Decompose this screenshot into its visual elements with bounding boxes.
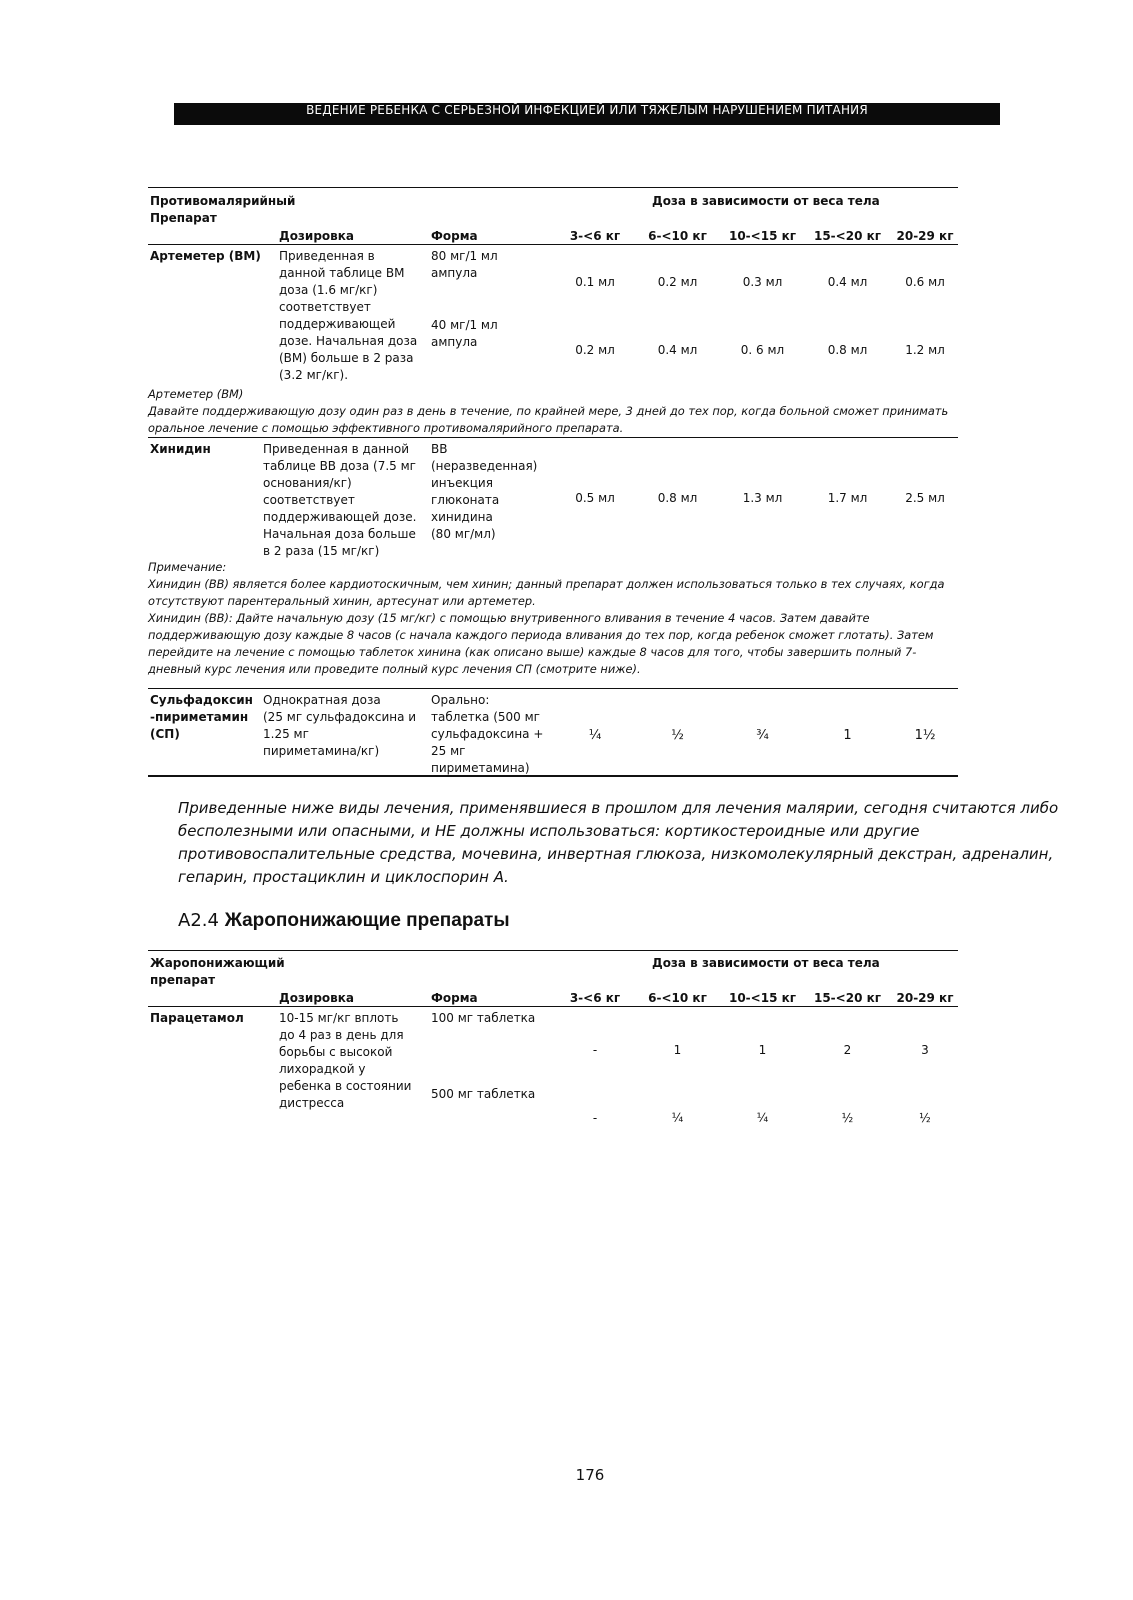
form-line: 80 мг/1 мл — [431, 249, 498, 263]
dose-cell: 0.6 мл — [905, 275, 945, 289]
dosage-line: (ВМ) больше в 2 раза — [279, 351, 414, 365]
dose-cell: - — [592, 1043, 598, 1057]
page-number: 176 — [575, 1466, 605, 1484]
drug-name-line: -пириметамин — [150, 710, 249, 724]
weight-header-5: 20-29 кг — [896, 229, 954, 243]
dosage-line: (25 мг сульфадоксина и — [263, 710, 417, 724]
quinidine-note-title: Примечание: — [148, 560, 227, 574]
form-line: 40 мг/1 мл — [431, 318, 498, 332]
artemether-note-line: оральное лечение с помощью эффективного противомалярийного препарата. — [148, 421, 624, 435]
section-heading — [178, 910, 510, 932]
artemether-form-40 — [431, 317, 498, 351]
weight-header-2: 6-<10 кг — [648, 229, 707, 243]
dose-cell: 2.5 мл — [905, 491, 945, 505]
artemether-note-line: Давайте поддерживающую дозу один раз в день в течение, по крайней мере, 3 дней до тех пор, когда больной сможет принимать — [148, 404, 949, 418]
weight-header-4: 15-<20 кг — [813, 229, 882, 243]
chapter-header-bar — [174, 103, 1000, 125]
dosage-line: соответствует — [263, 493, 355, 507]
dose-cell: 0.2 мл — [575, 343, 615, 357]
weight-header-3: 10-<15 кг — [728, 991, 797, 1005]
sp-dosage — [263, 692, 416, 760]
form-line: Орально: — [431, 693, 490, 707]
form-line: глюконата — [431, 493, 500, 507]
dosage-line: таблице ВВ доза (7.5 мг — [263, 459, 416, 473]
dose-cell: - — [592, 1111, 598, 1125]
form-line: сульфадоксина + — [431, 727, 544, 741]
col-dosage-header: Дозировка — [279, 229, 354, 243]
col-dose-group-header: Доза в зависимости от веса тела — [652, 956, 880, 970]
col-drug-header-line1: Жаропонижающий — [150, 956, 285, 970]
quinidine-note-line: перейдите на лечение с помощью таблеток хинина (как описано выше) каждые 8 часов для того, чтобы завершить полный 7- — [148, 645, 917, 659]
quinidine-note-line: поддерживающую дозу каждые 8 часов (с начала каждого периода вливания до тех пор, когда ребенок сможет глотать). Затем — [148, 628, 934, 642]
paracetamol-form-500: 500 мг таблетка — [431, 1087, 536, 1101]
quinidine-note-line: Хинидин (ВВ) является более кардиотоскичным, чем хинин; данный препарат должен использоваться только в тех случаях, когда — [148, 577, 945, 591]
table-bottom-rule — [148, 775, 958, 777]
dose-cell: 1 — [843, 728, 852, 743]
weight-header-1: 3-<6 кг — [569, 991, 621, 1005]
dose-cell: ½ — [671, 728, 684, 743]
dose-cell: ½ — [919, 1111, 931, 1125]
dosage-line: Однократная доза — [263, 693, 381, 707]
quinidine-note-line: дневный курс лечения или проведите полный курс лечения СП (смотрите ниже). — [148, 662, 641, 676]
form-line: (неразведенная) — [431, 459, 538, 473]
artemether-dosage — [279, 248, 417, 384]
dosage-line: соответствует — [279, 300, 371, 314]
dosage-line: ребенка в состоянии — [279, 1079, 412, 1093]
drug-name-line: (СП) — [150, 727, 180, 741]
dose-cell: 0.5 мл — [575, 491, 615, 505]
drug-name-line: Сульфадоксин — [150, 693, 253, 707]
form-line: инъекция — [431, 476, 493, 490]
header-bottom-rule — [148, 1006, 958, 1007]
dose-cell: 0.4 мл — [827, 275, 868, 289]
drug-name-artemether: Артеметер (ВМ) — [150, 249, 261, 263]
dose-cell: 0.4 мл — [657, 343, 698, 357]
dosage-line: лихорадкой у — [279, 1062, 366, 1076]
quinidine-dosage — [263, 441, 416, 560]
dose-cell: 0.8 мл — [657, 491, 698, 505]
table-top-rule — [148, 950, 958, 951]
drug-name-quinidine: Хинидин — [150, 442, 211, 456]
dosage-line: данной таблице ВМ — [279, 266, 405, 280]
drug-name-paracetamol: Парацетамол — [150, 1011, 244, 1025]
table-top-rule — [148, 187, 958, 188]
row-separator-rule — [148, 437, 958, 438]
dose-cell: 1½ — [914, 728, 936, 743]
paracetamol-form-100: 100 мг таблетка — [431, 1011, 536, 1025]
dosage-line: Приведенная в данной — [263, 442, 410, 456]
dosage-line: дозе. Начальная доза — [279, 334, 418, 348]
dosage-line: Приведенная в — [279, 249, 375, 263]
paragraph-line: противовоспалительные средства, мочевина, инвертная глюкоза, низкомолекулярный декстран, адреналин, — [178, 845, 1054, 863]
weight-header-2: 6-<10 кг — [648, 991, 707, 1005]
sp-form — [431, 692, 543, 777]
dose-cell: 0. 6 мл — [740, 343, 785, 357]
dosage-line: до 4 раз в день для — [279, 1028, 404, 1042]
col-drug-header-line1: Противомалярийный — [150, 194, 296, 208]
form-line: хинидина — [431, 510, 493, 524]
chapter-header-title: ВЕДЕНИЕ РЕБЕНКА С СЕРЬЕЗНОЙ ИНФЕКЦИЕЙ ИЛИ ТЯЖЕЛЫМ НАРУШЕНИЕМ ПИТАНИЯ — [306, 103, 868, 117]
col-drug-header-line2: препарат — [150, 973, 216, 987]
dose-cell: 1.3 мл — [742, 491, 783, 505]
section-number: A2.4 — [178, 910, 219, 931]
header-bottom-rule — [148, 244, 958, 245]
paracetamol-dosage — [279, 1010, 411, 1112]
form-line: ампула — [431, 266, 478, 280]
dosage-line: дистресса — [279, 1096, 345, 1110]
dosage-line: в 2 раза (15 мг/кг) — [263, 544, 380, 558]
drug-name-sp — [150, 692, 253, 743]
dosage-line: 10-15 мг/кг вплоть — [279, 1011, 399, 1025]
dose-cell: ½ — [841, 1111, 854, 1125]
dose-cell: ¼ — [588, 728, 602, 743]
dose-cell: 0.8 мл — [827, 343, 868, 357]
form-line: ВВ — [431, 442, 448, 456]
form-line: 25 мг — [431, 744, 466, 758]
dosage-line: Начальная доза больше — [263, 527, 416, 541]
col-form-header: Форма — [431, 229, 478, 243]
dosage-line: доза (1.6 мг/кг) — [279, 283, 378, 297]
dose-cell: 0.3 мл — [742, 275, 783, 289]
section-title: Жаропонижающие препараты — [224, 910, 510, 931]
paragraph-line: гепарин, простациклин и циклоспорин А. — [178, 868, 509, 886]
dose-cell: 1.2 мл — [905, 343, 945, 357]
dose-cell: ¾ — [756, 728, 769, 743]
paragraph-line: Приведенные ниже виды лечения, применявшиеся в прошлом для лечения малярии, сегодня считаются либо — [178, 799, 1059, 817]
dose-cell: 0.1 мл — [575, 275, 615, 289]
col-drug-header-line2: Препарат — [150, 211, 217, 225]
dosage-line: борьбы с высокой — [279, 1045, 393, 1059]
dosage-line: основания/кг) — [263, 476, 352, 490]
dose-cell: 1 — [758, 1043, 767, 1057]
dose-cell: 1.7 мл — [827, 491, 868, 505]
col-form-header: Форма — [431, 991, 478, 1005]
dosage-line: пириметамина/кг) — [263, 744, 380, 758]
artemether-form-80 — [431, 248, 498, 282]
paragraph-line: бесполезными или опасными, и НЕ должны использоваться: кортикостероидные или другие — [178, 822, 920, 840]
dose-cell: 3 — [921, 1043, 929, 1057]
dosage-line: (3.2 мг/кг). — [279, 368, 349, 382]
dose-cell: ¼ — [671, 1111, 684, 1125]
weight-header-5: 20-29 кг — [896, 991, 954, 1005]
dose-cell: 1 — [673, 1043, 682, 1057]
artemether-note-title: Артеметер (ВМ) — [148, 387, 244, 401]
form-line: (80 мг/мл) — [431, 527, 496, 541]
weight-header-3: 10-<15 кг — [728, 229, 797, 243]
quinidine-note-line: Хинидин (ВВ): Дайте начальную дозу (15 мг/кг) с помощью внутривенного вливания в течение 4 часов. Затем давайте — [148, 611, 870, 625]
treatments-warning-paragraph — [178, 797, 1059, 889]
dose-cell: 2 — [843, 1043, 852, 1057]
col-dosage-header: Дозировка — [279, 991, 354, 1005]
dose-cell: ¼ — [756, 1111, 769, 1125]
weight-header-4: 15-<20 кг — [813, 991, 882, 1005]
form-line: ампула — [431, 335, 478, 349]
dosage-line: 1.25 мг — [263, 727, 309, 741]
form-line: пириметамина) — [431, 761, 530, 775]
dosage-line: поддерживающей дозе. — [263, 510, 417, 524]
weight-header-1: 3-<6 кг — [569, 229, 621, 243]
row-separator-rule — [148, 688, 958, 689]
quinidine-note-line: отсутствуют парентеральный хинин, артесунат или артеметер. — [148, 594, 536, 608]
quinidine-form — [431, 441, 537, 543]
dose-cell: 0.2 мл — [657, 275, 698, 289]
col-dose-group-header: Доза в зависимости от веса тела — [652, 194, 880, 208]
dosage-line: поддерживающей — [279, 317, 396, 331]
form-line: таблетка (500 мг — [431, 710, 540, 724]
